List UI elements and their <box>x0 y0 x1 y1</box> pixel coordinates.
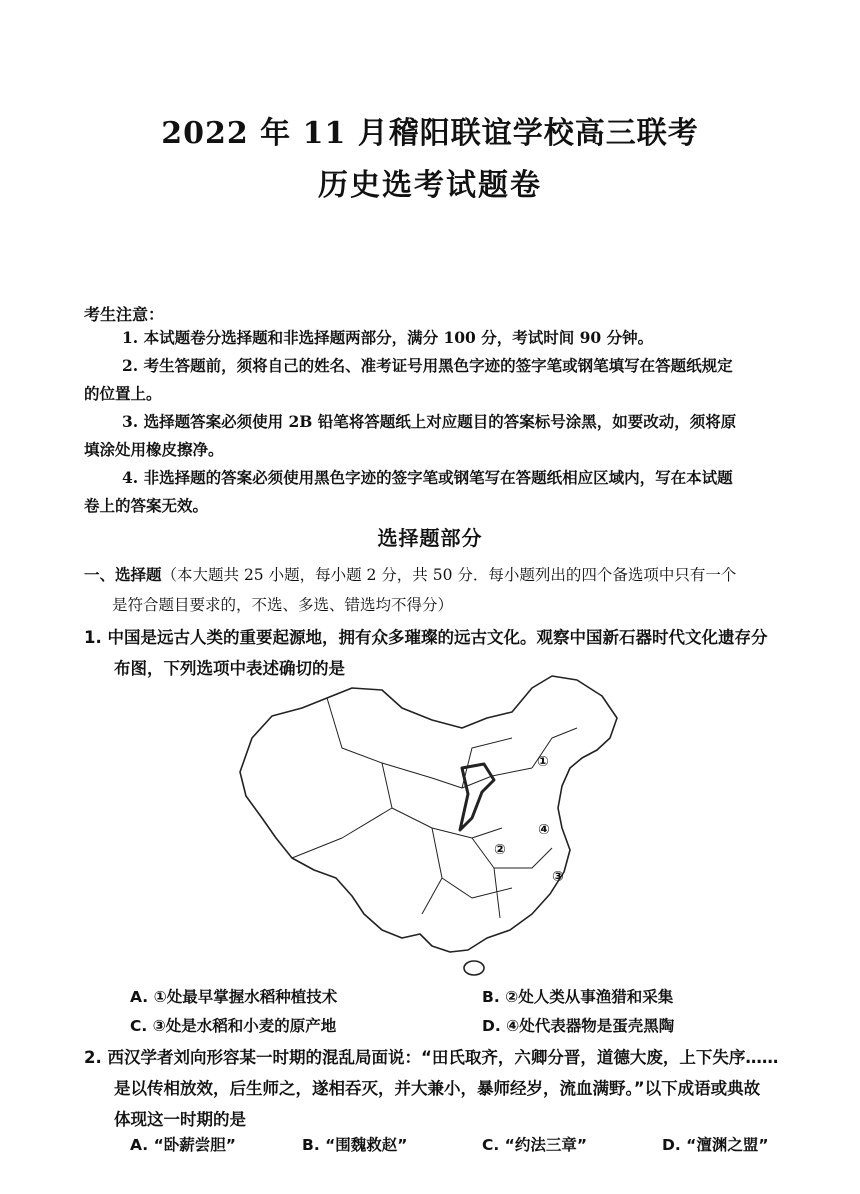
q1-stem-line1: 1. 中国是远古人类的重要起源地，拥有众多璀璨的远古文化。观察中国新石器时代文化遗存分 <box>84 628 768 647</box>
notice-item-3-cont: 填涂处用橡皮擦净。 <box>84 440 224 459</box>
q2-stem-line1: 2. 西汉学者刘向形容某一时期的混乱局面说：“田氏取齐，六卿分晋，道德大废，上下失序…… <box>84 1048 779 1067</box>
exam-subtitle: 历史选考试题卷 <box>318 168 542 203</box>
map-marker-3: ③ <box>552 869 564 885</box>
part-label: 一、选择题 <box>84 565 162 584</box>
part-desc: （本大题共 25 小题，每小题 2 分，共 50 分．每小题列出的四个备选项中只有一个 <box>161 566 737 584</box>
map-marker-2: ② <box>494 842 506 858</box>
notice-item-2-cont: 的位置上。 <box>84 384 162 403</box>
q2-stem-line2: 是以传相放效，后生师之，遂相吞灭，并大兼小，暴师经岁，流血满野。”以下成语或典故 <box>114 1079 761 1098</box>
q1-option-a: A. ①处最早掌握水稻种植技术 <box>130 988 338 1006</box>
section-title: 选择题部分 <box>377 526 483 550</box>
question-2-stem <box>84 1042 844 1135</box>
q1-option-c: C. ③处是水稻和小麦的原产地 <box>130 1017 337 1035</box>
q2-stem-line3: 体现这一时期的是 <box>114 1110 246 1129</box>
q1-option-d: D. ④处代表器物是蛋壳黑陶 <box>482 1017 675 1035</box>
part-desc-cont: 是符合题目要求的，不选、多选、错选均不得分） <box>112 596 454 614</box>
notice-item-1: 1. 本试题卷分选择题和非选择题两部分，满分 100 分，考试时间 90 分钟。 <box>122 328 654 347</box>
q2-option-c: C. “约法三章” <box>482 1136 588 1154</box>
notice-item-4: 4. 非选择题的答案必须使用黑色字迹的签字笔或钢笔写在答题纸相应区域内，写在本试题 <box>122 468 733 487</box>
q1-option-b: B. ②处人类从事渔猎和采集 <box>482 988 674 1006</box>
exam-title: 2022 年 11 月稽阳联谊学校高三联考 <box>161 116 699 151</box>
china-neolithic-map <box>232 668 632 986</box>
q2-option-b: B. “围魏救赵” <box>302 1136 408 1154</box>
q2-option-a: A. “卧薪尝胆” <box>130 1136 236 1154</box>
map-marker-4: ④ <box>538 822 550 838</box>
notice-heading: 考生注意： <box>84 305 165 324</box>
map-borders <box>292 698 577 918</box>
q1-stem-line2: 布图，下列选项中表述确切的是 <box>114 659 345 678</box>
notice-item-3: 3. 选择题答案必须使用 2B 铅笔将答题纸上对应题目的答案标号涂黑，如要改动，须将原 <box>122 412 737 431</box>
notice-item-4-cont: 卷上的答案无效。 <box>84 496 209 515</box>
notice-item-2: 2. 考生答题前，须将自己的姓名、准考证号用黑色字迹的签字笔或钢笔填写在答题纸规定 <box>122 356 733 375</box>
mcq-instructions <box>84 560 844 620</box>
map-marker-1: ① <box>537 754 549 770</box>
q2-option-d: D. “澶渊之盟” <box>662 1136 769 1154</box>
hainan-island <box>464 961 484 975</box>
map-outline <box>240 676 617 952</box>
